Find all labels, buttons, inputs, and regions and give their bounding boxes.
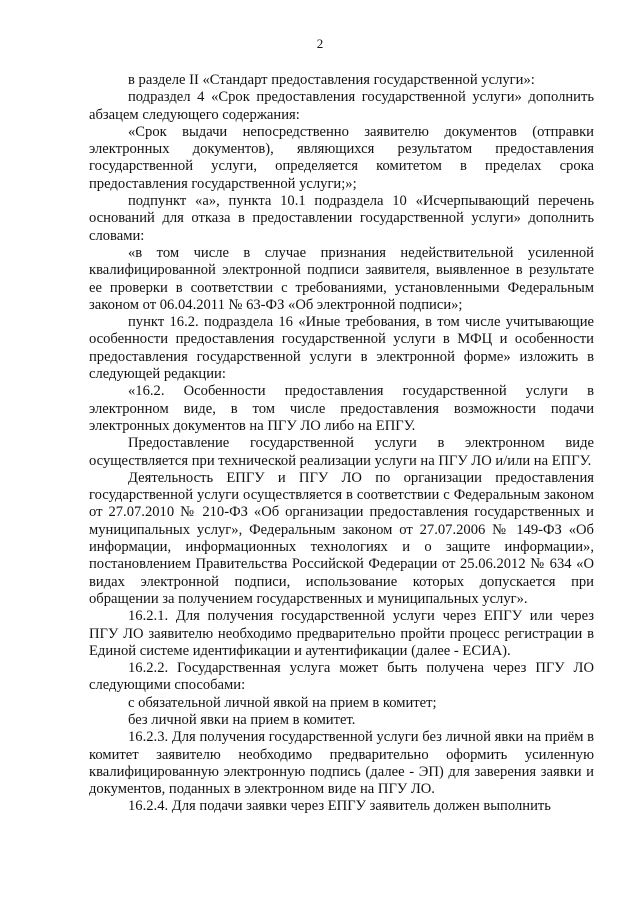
paragraph: подраздел 4 «Срок предоставления государственной услуги» дополнить абзацем следующего содержания: [89, 89, 594, 123]
paragraph: с обязательной личной явкой на прием в комитет; [128, 694, 437, 711]
paragraph: «в том числе в случае признания недействительной усиленной квалифицированной электронной подписи заявителя, выявленное в результате ее проверки в соответствии с требованиями, установленными Федеральным законом от 06.04.2011 № 63-ФЗ «Об электронной подписи»; [89, 244, 594, 313]
page-number: 2 [316, 36, 324, 51]
paragraph: 16.2.4. Для подачи заявки через ЕПГУ заявитель должен выполнить [128, 798, 551, 815]
paragraph: «Срок выдачи непосредственно заявителю документов (отправки электронных документов), являющихся результатом предоставления государственной услуги, определяется комитетом в пределах срока предоставления государственной услуги;»; [89, 123, 594, 192]
paragraph: Деятельность ЕПГУ и ПГУ ЛО по организации предоставления государственной услуги осуществляется в соответствии с Федеральным законом от 27.07.2010 № 210-ФЗ «Об организации предоставления государственных и муниципальных услуг», Федеральным законом от 27.07.2006 № 149-ФЗ «Об информации, информационных технологиях и о защите информации», постановлением Правительства Российской Федерации от 25.06.2012 № 634 «О видах электронной подписи, использование которых допускается при обращении за получением государственных и муниципальных услуг». [89, 469, 594, 607]
paragraph: в разделе II «Стандарт предоставления государственной услуги»: [128, 72, 535, 88]
paragraph: «16.2. Особенности предоставления государственной услуги в электронном виде, в том числе предоставления возможности подачи электронных документов на ПГУ ЛО либо на ЕПГУ. [89, 383, 594, 434]
paragraph: 16.2.2. Государственная услуга может быть получена через ПГУ ЛО следующими способами: [89, 660, 594, 694]
paragraph: 16.2.3. Для получения государственной услуги без личной явки на приём в комитет заявителю необходимо предварительно оформить усиленную квалифицированную электронную подпись (далее - ЭП) для заверения заявки и документов, поданных в электронном виде на ПГУ ЛО. [89, 729, 594, 798]
paragraph: без личной явки на прием в комитет. [128, 711, 356, 728]
paragraph: 16.2.1. Для получения государственной услуги через ЕПГУ или через ПГУ ЛО заявителю необходимо предварительно пройти процесс регистрации в Единой системе идентификации и аутентификации (далее - ЕСИА). [89, 608, 594, 659]
document-body [89, 72, 594, 816]
paragraph: Предоставление государственной услуги в электронном виде осуществляется при технической реализации услуги на ПГУ ЛО и/или на ЕПГУ. [89, 435, 594, 469]
paragraph: пункт 16.2. подраздела 16 «Иные требования, в том числе учитывающие особенности предоставления государственной услуги в МФЦ и особенности предоставления государственной услуги в электронной форме» изложить в следующей редакции: [89, 314, 594, 383]
paragraph: подпункт «а», пункта 10.1 подраздела 10 «Исчерпывающий перечень оснований для отказа в предоставлении государственной услуги» дополнить словами: [89, 193, 594, 244]
